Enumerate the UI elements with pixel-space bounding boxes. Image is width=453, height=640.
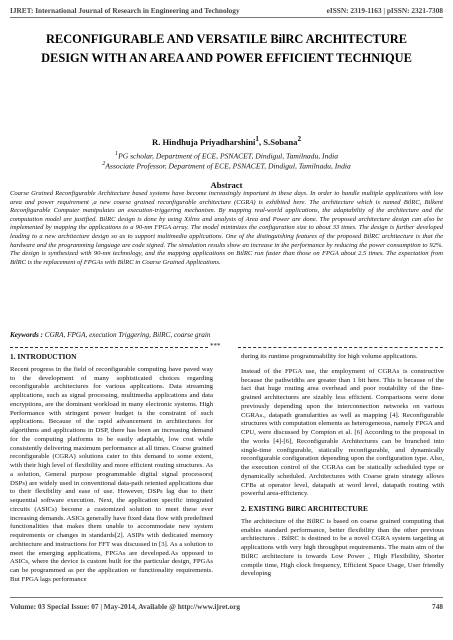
paper-title <box>10 30 443 68</box>
left-column <box>10 353 213 591</box>
introduction-paragraph: Recent progress in the field of reconfigurable computing have paved way to the development of many sophisticated choices regarding reconfigurable architectures for various applications. Data streaming applications, such as signal processing, multimedia applications and data encryptions, are the dominant workload in many electronic systems. High Performance with stringent power budget is the constraint of such applications. Because of the rapid advancement in architectures for algorithms and applications in DSP, there has been an increasing demand for the computing platforms to be easily adaptable, low cost while consistently delivering maximum performance at all times. Coarse grained reconfigurable (CGRA) solutions cater to this demand to some extent, with their high level of flexibility and more efficient routing structures. As a solution, General purpose programmable digital signal processors( DSPs) are widely used in conventional data-path oriented applications due to their flexibility and ease of use. However, DSPs lag due to their sequential software execution. Next, the application specific integrated circuits (ASICs) become a customized solution to meet these ever increasing demands. ASICs generally have fixed data flow with predefined functionalities that makes them unable to accommodate new system requirements or changes in standards[2]. ASIPs with dedicated memory architecture and instructions for FFT was discussed in [3]. As a solution to meet the emerging applications, FPGAs are developed.As opposed to ASICs, where the device is custom built for the particular design, FPGAs can be programmed as per the application or functionality requirements. But FPGA lags performance <box>10 365 213 583</box>
author-list <box>10 135 443 147</box>
existing-architecture-heading: 2. EXISTING BilRC ARCHITECTURE <box>241 504 368 513</box>
divider-stars: *** <box>210 342 221 350</box>
affiliation-1-sup: 1 <box>114 150 119 157</box>
page-footer <box>10 602 443 614</box>
existing-architecture-paragraph: The architecture of the BilRC is based on coarse grained computing that enables standard performance, better flexibility than the other previous architectures . BilRC is destined to be a novel CGRA system targeting at applications with very high throughput requirements. The main aim of the BilRC architecture is towards Low Power , High Flexibility, Shorter compile time, High clock frequency, Efficient Space Usage, User friendly developing <box>241 517 444 578</box>
affiliation-1-text: PG scholar, Department of ECE, PSNACET, Dindigul, Tamilnadu, India <box>118 151 339 161</box>
right-paragraph-1: during its runtime programmability for high volume applications. <box>241 353 418 360</box>
keywords-label: Keywords : <box>10 331 43 339</box>
introduction-heading: 1. INTRODUCTION <box>10 352 77 361</box>
affiliation-2-text: Associate Professor, Department of ECE, PSNACET, Dindigul, Tamilnadu, India <box>105 161 351 171</box>
page-number: 748 <box>432 602 443 611</box>
abstract-heading: Abstract <box>210 180 243 190</box>
journal-name: IJRET: International Journal of Research in Engineering and Technology <box>10 6 240 15</box>
keywords-text: CGRA, FPGA, execution Triggering, BilRC, coarse grain <box>42 331 211 339</box>
affiliation-2-sup: 2 <box>102 160 106 167</box>
author-1: R. Hindhuja Priyadharshini <box>151 136 256 147</box>
affiliation-2 <box>10 160 443 171</box>
title-line-2: DESIGN WITH AN AREA AND POWER EFFICIENT TECHNIQUE <box>41 51 412 65</box>
keywords <box>10 331 443 339</box>
divider-line-right <box>238 347 443 348</box>
title-line-1: RECONFIGURABLE AND VERSATILE BilRC ARCHITECTURE <box>45 32 407 46</box>
issn-info: eISSN: 2319-1163 | pISSN: 2321-7308 <box>326 6 443 15</box>
volume-info: Volume: 03 Special Issue: 07 | May-2014, Available @ http://www.ijret.org <box>10 602 240 611</box>
right-paragraph-2: Instead of the FPGA use, the employment of CGRAs is constructive because the pathwidths are greater than 1 bit here. This is because of the fact that huge routing area overhead and poor routability of the fine-grained architectures are sizably less efficient. Comparisons were done previously depending upon the interconnection networks on various CGRAs., datapath granularities as well as mapping [4]. Reconfigurable structures with computation elements as heterogeneous, namely FPGA and CPU, were discussed by Compton et al. [6] According to the proposal in the works [4]-[6], Reconfigurable Architectures can be branched into single-time configurable, statically reconfigurable, and dynamically reconfigurable configuration depending upon the configuration type. Also, the execution control of the CGRAs can be statically scheduled type or dynamically scheduled. Architectures with Coarse grain strategy allows CFBs at operator level, datapath at word level, datapath routing with powerful area-efficiency. <box>241 367 444 498</box>
divider-line-left <box>10 347 208 348</box>
author-2-sup: 2 <box>297 135 302 143</box>
footer-rule <box>10 597 443 598</box>
header-rule <box>10 17 443 18</box>
section-divider <box>10 344 443 350</box>
right-column <box>241 353 444 585</box>
author-sep: , <box>258 136 264 147</box>
affiliation-1 <box>10 150 443 161</box>
author-1-sup: 1 <box>255 135 259 143</box>
abstract-text: Coarse Grained Reconfigurable Architecture based systems have become increasingly important in these days. In order to handle multiple applications with low area and power requirement ,a new coarse grained reconfigurable architecture (CGRA) is exhibited here. The architecture which is named BilRC, Bilkent Reconfigurable Computer manipulates an execution-triggering mechanism. By mapping real-world applications, the adaptability of the architecture and the computation model are justified. BilRC design is done by using Xilinx and analysis of Area and Power are done. The proposed architecture design can also be implemented by mapping the applications to a 90-nm FPGA array. The model minimizes the configuration size to about 33 times. The design is further developed leading to a new architecture design so as to support multimedia applications. One of the distinguishing features of the proposed BilRC architecture is that the hardware and the programming language are code signed. The simulation results show an increase in the performance by reducing the power consumption to 92%. The design is synthesized with 90-nm technology, and the mapping applications on BilRC run faster than those on FPGA about 2.5 times. The expectation from BilRC is the replacement of FPGAs with BilRC in Coarse Grained Applications. <box>10 190 443 266</box>
author-2: S.Sobana <box>263 136 298 147</box>
